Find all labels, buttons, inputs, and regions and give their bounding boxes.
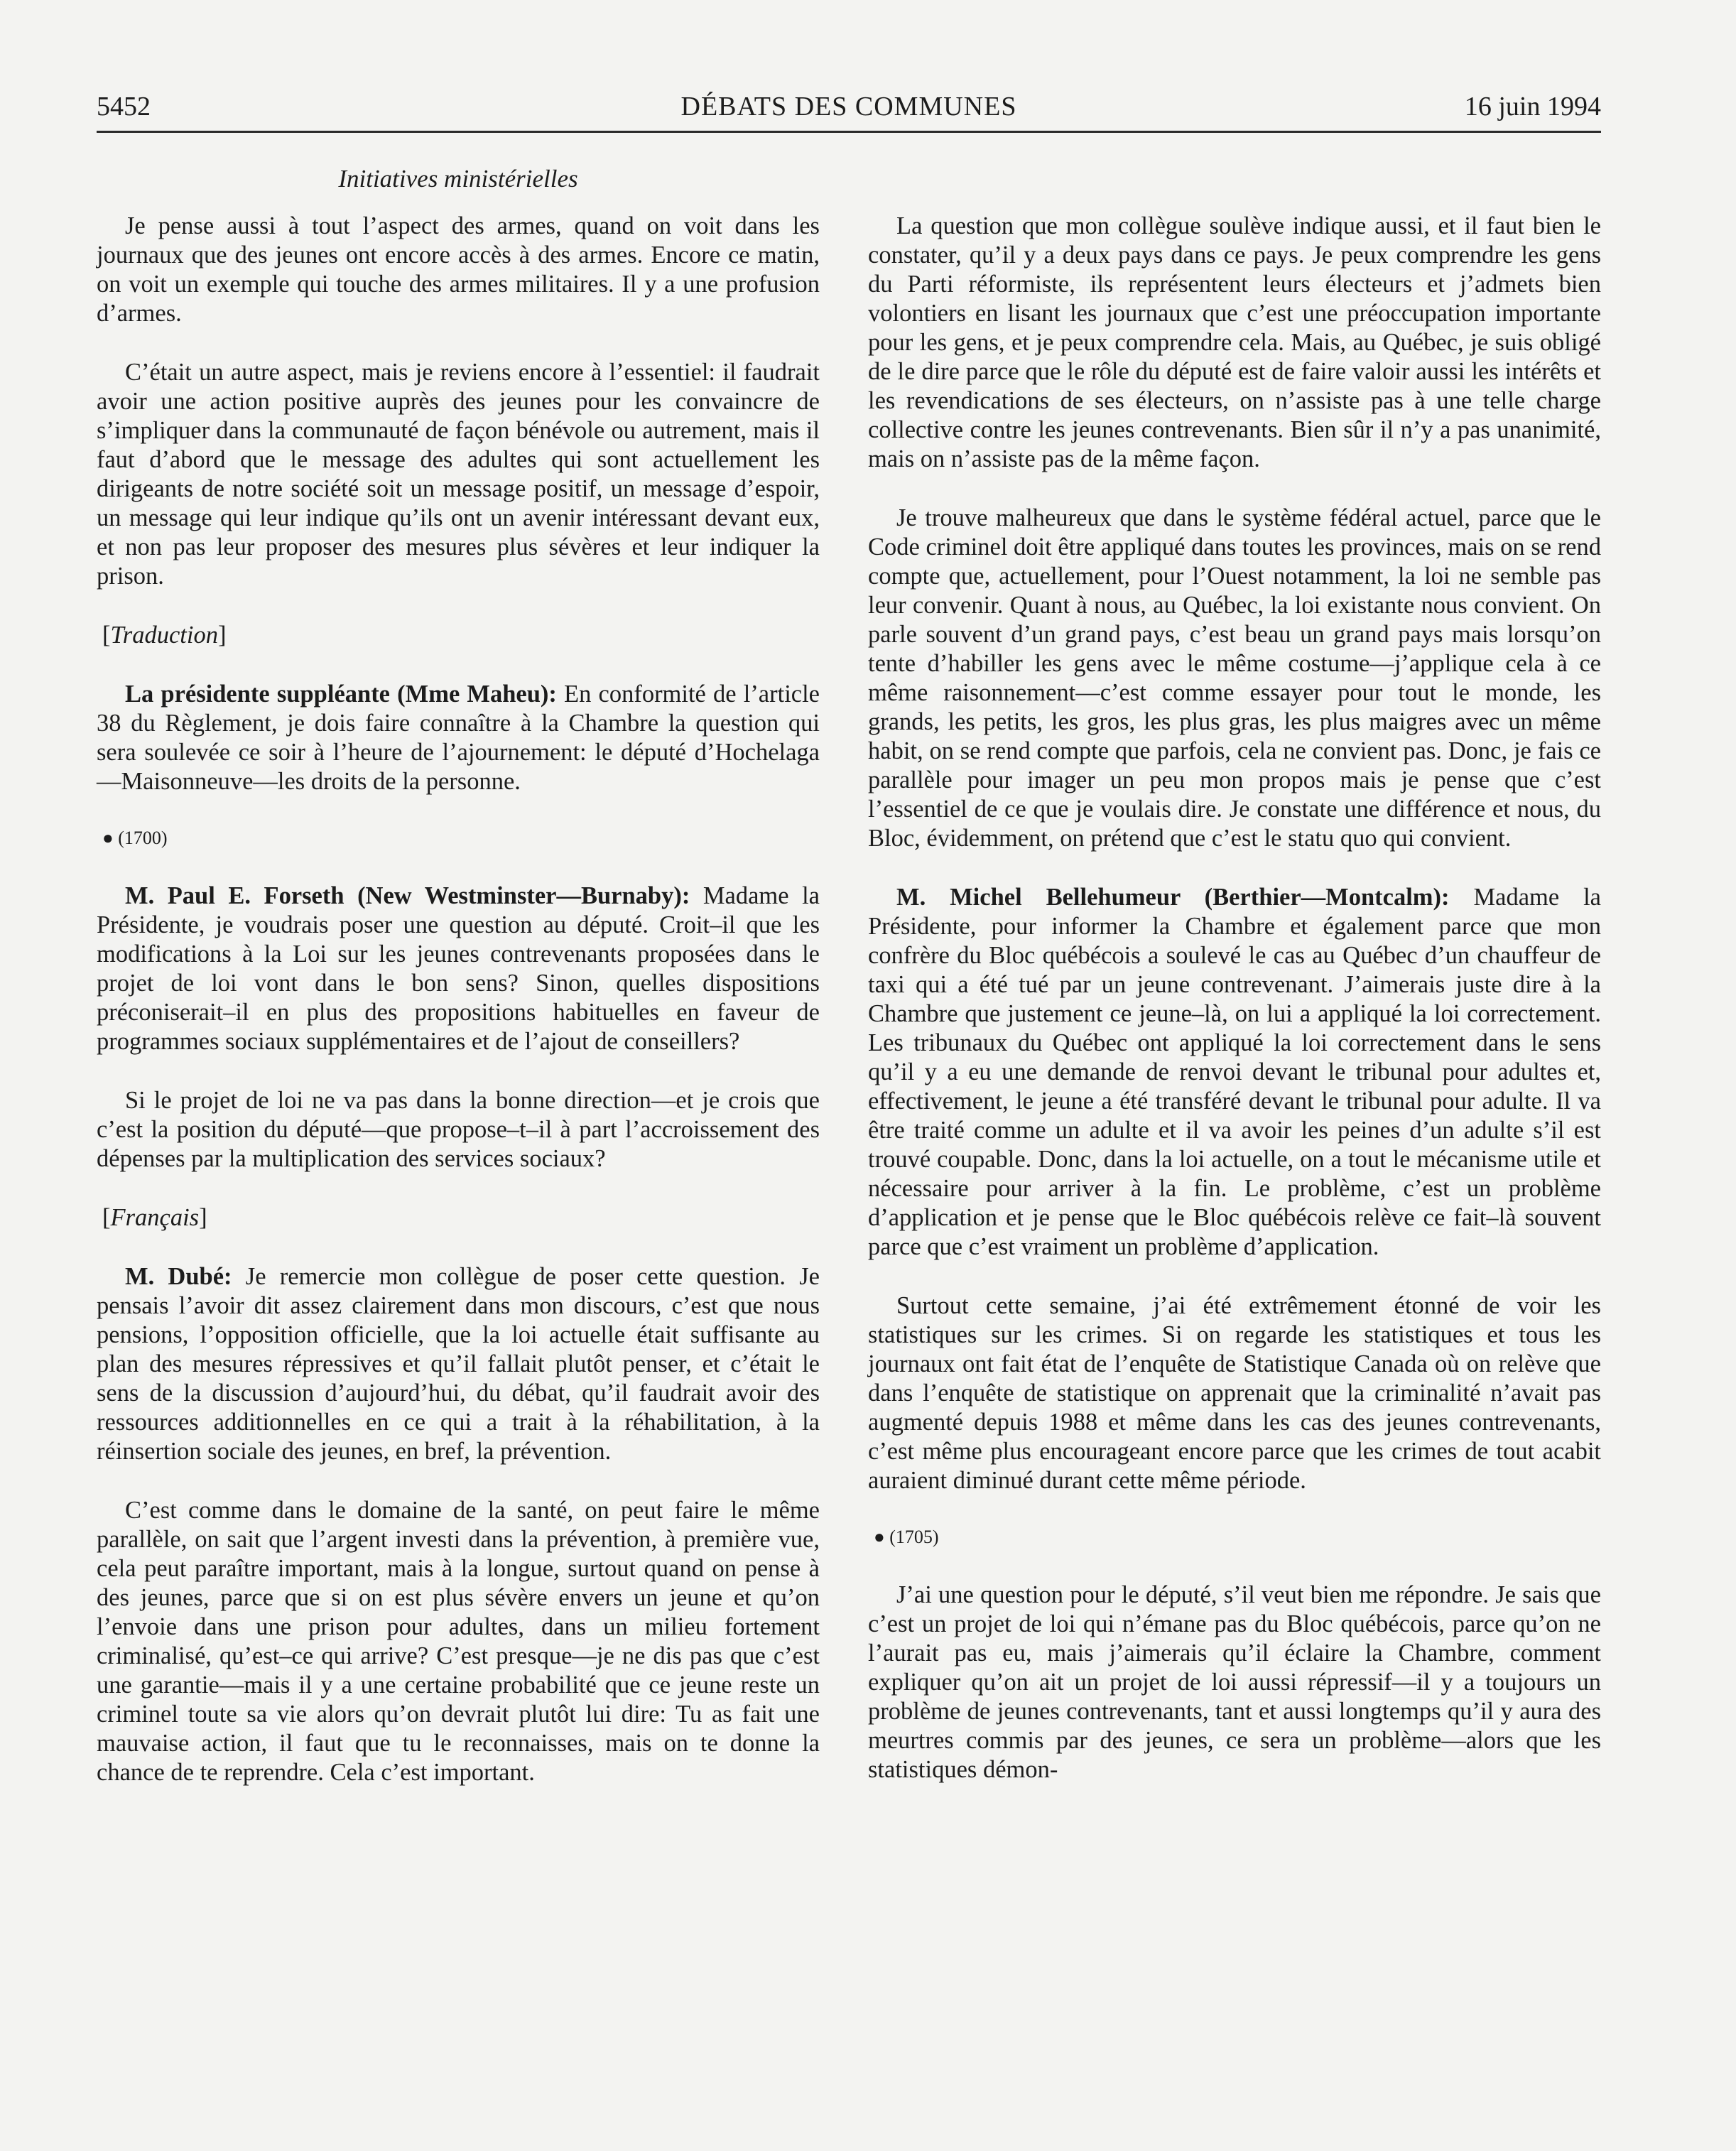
- paragraph: Surtout cette semaine, j’ai été extrêmement étonné de voir les statistiques sur les crimes. Si on regarde les statistiques et tous les journaux ont fait état de l’enquête de Statistique Canada où on relève que dans l’enquête de statistique on apprenait que la criminalité n’avait pas augmenté depuis 1988 et même dans les cas des jeunes contrevenants, c’est même plus encourageant encore parce que les crimes de tout acabit auraient diminué durant cette même période.: [868, 1292, 1601, 1494]
- bullet-icon: ●: [874, 1527, 885, 1547]
- time-marker: [97, 826, 820, 850]
- time-stamp: (1700): [118, 828, 168, 848]
- language-tag: [Traduction]: [102, 622, 227, 649]
- speaker-name: La présidente suppléante (Mme Maheu):: [125, 681, 557, 708]
- paragraph: [868, 883, 1601, 1262]
- speech-text: En conformité de l’article 38 du Règlement, je dois faire connaître à la Chambre la question qui sera soulevée ce soir à l’heure de l’ajournement: le député d’Hochelaga—Maisonneuve—les droits de la personne.: [97, 681, 820, 795]
- language-tag-label: Français: [110, 1204, 200, 1231]
- speech-text: Madame la Présidente, je voudrais poser une question au député. Croit–il que les modifications à la Loi sur les jeunes contrevenants proposées dans le projet de loi vont dans le bon sens? Sinon, quelles dispositions préconiserait–il en plus des propositions habituelles en faveur de programmes sociaux supplémentaires et de l’ajout de conseillers?: [97, 882, 820, 1055]
- speaker-name: M. Dubé:: [125, 1263, 232, 1290]
- paragraph: Je pense aussi à tout l’aspect des armes, quand on voit dans les journaux que des jeunes ont encore accès à des armes. Encore ce matin, on voit un exemple qui touche des armes militaires. Il y a une profusion d’armes.: [97, 212, 820, 327]
- section-heading: Initiatives ministérielles: [338, 165, 578, 193]
- speaker-name: M. Michel Bellehumeur (Berthier—Montcalm):: [896, 884, 1450, 911]
- page-header: [97, 84, 1601, 133]
- paragraph: La question que mon collègue soulève indique aussi, et il faut bien le constater, qu’il y a deux pays dans ce pays. Je peux comprendre les gens du Parti réformiste, ils représentent leurs électeurs et j’admets bien volontiers en lisant les journaux que c’est une préoccupation importante pour les gens, et je peux comprendre cela. Mais, au Québec, je suis obligé de le dire parce que le rôle du député est de faire valoir aussi les intérêts et les revendications de ses électeurs, on n’assiste pas à une telle charge collective contre les jeunes contrevenants. Bien sûr il n’y a pas unanimité, mais on n’assiste pas de la même façon.: [868, 212, 1601, 472]
- time-stamp: (1705): [889, 1527, 939, 1547]
- paragraph: J’ai une question pour le député, s’il veut bien me répondre. Je sais que c’est un projet de loi qui n’émane pas du Bloc québécois, parce qu’on ne l’aurait pas eu, mais j’aimerais qu’il éclaire la Chambre, comment expliquer qu’on ait un projet de loi aussi répressif—il y a toujours un problème de jeunes contrevenants, tant et aussi longtemps qu’il y aura des meurtres commis par des jeunes, ce sera un problème—alors que les statistiques démon-: [868, 1581, 1601, 1783]
- language-tag: [Français]: [102, 1204, 207, 1231]
- right-column: [868, 212, 1601, 1814]
- page-number: 5452: [97, 92, 151, 121]
- left-column: [97, 212, 820, 1817]
- speaker-name: M. Paul E. Forseth (New Westminster—Burnaby):: [125, 882, 690, 909]
- paragraph: C’était un autre aspect, mais je reviens encore à l’essentiel: il faudrait avoir une action positive auprès des jeunes pour les convaincre de s’impliquer dans la communauté de façon bénévole ou autrement, mais il faut d’abord que le message des adultes qui sont actuellement les dirigeants de notre société soit un message positif, un message d’espoir, un message qui leur indique qu’ils ont un avenir intéressant devant eux, et non pas leur proposer des mesures plus sévères et leur indiquer la prison.: [97, 359, 820, 590]
- speech-text: Je remercie mon collègue de poser cette question. Je pensais l’avoir dit assez clairement dans mon discours, c’est que nous pensions, l’opposition officielle, que la loi actuelle était suffisante au plan des mesures répressives et qu’il fallait plutôt penser, et c’était le sens de la discussion d’aujourd’hui, du débat, qu’il faudrait avoir des ressources additionnelles en ce qui a trait à la réhabilitation, à la réinsertion sociale des jeunes, en bref, la prévention.: [97, 1263, 820, 1465]
- speech-text: Madame la Présidente, pour informer la Chambre et également parce que mon confrère du Bloc québécois a soulevé le cas au Québec d’un chauffeur de taxi qui a été tué par un jeune contrevenant. J’aimerais juste dire à la Chambre que justement ce jeune–là, on lui a appliqué la loi correctement. Les tribunaux du Québec ont appliqué la loi correctement dans le sens qu’il y a eu une demande de renvoi devant le tribunal pour adultes et, effectivement, le jeune a été transféré devant le tribunal pour adulte. Il va être traité comme un adulte et il va avoir les peines d’un adulte s’il est trouvé coupable. Donc, dans la loi actuelle, on a tout le mécanisme utile et nécessaire pour arriver à la fin. Le problème, c’est un problème d’application et je pense que le Bloc québécois relève ce fait–là souvent parce que c’est vraiment un problème d’application.: [868, 884, 1601, 1260]
- paragraph: C’est comme dans le domaine de la santé, on peut faire le même parallèle, on sait que l’argent investi dans la prévention, à première vue, cela peut paraître important, mais à la longue, surtout quand on pense à des jeunes, parce que si on est plus sévère envers un jeune et qu’on l’envoie dans une prison pour adultes, dans un milieu fortement criminalisé, qu’est–ce qui arrive? C’est presque—je ne dis pas que c’est une garantie—mais il y a une certaine probabilité que ce jeune reste un criminel toute sa vie alors qu’on devrait plutôt lui dire: Tu as fait une mauvaise action, il faut que tu le reconnaisses, mais on te donne la chance de te reprendre. Cela c’est important.: [97, 1497, 820, 1786]
- time-marker: [868, 1525, 1601, 1549]
- paragraph: [97, 882, 820, 1056]
- publication-title: DÉBATS DES COMMUNES: [680, 92, 1017, 121]
- paragraph: Je trouve malheureux que dans le système fédéral actuel, parce que le Code criminel doit être appliqué dans toutes les provinces, mais on se rend compte que, actuellement, pour l’Ouest notamment, la loi ne semble pas leur convenir. Quant à nous, au Québec, la loi existante nous convient. On parle souvent d’un grand pays, c’est beau un grand pays mais lorsqu’on tente d’habiller les gens avec le même costume—j’applique cela à ce même raisonnement—c’est comme essayer pour tout le monde, les grands, les petits, les gros, les plus gras, les plus maigres avec un même habit, on se rend compte que parfois, cela ne convient pas. Donc, je fais ce parallèle pour imager un peu mon propos mais je pense que c’est l’essentiel de ce que je voulais dire. Je constate une différence et nous, du Bloc, évidemment, on prétend que c’est le statu quo qui convient.: [868, 504, 1601, 852]
- paragraph: [97, 1262, 820, 1466]
- paragraph: [97, 680, 820, 796]
- paragraph: Si le projet de loi ne va pas dans la bonne direction—et je crois que c’est la position du député—que propose–t–il à part l’accroissement des dépenses par la multiplication des services sociaux?: [97, 1087, 820, 1172]
- language-tag-label: Traduction: [110, 622, 218, 649]
- publication-date: 16 juin 1994: [1464, 92, 1601, 121]
- bullet-icon: ●: [102, 828, 114, 848]
